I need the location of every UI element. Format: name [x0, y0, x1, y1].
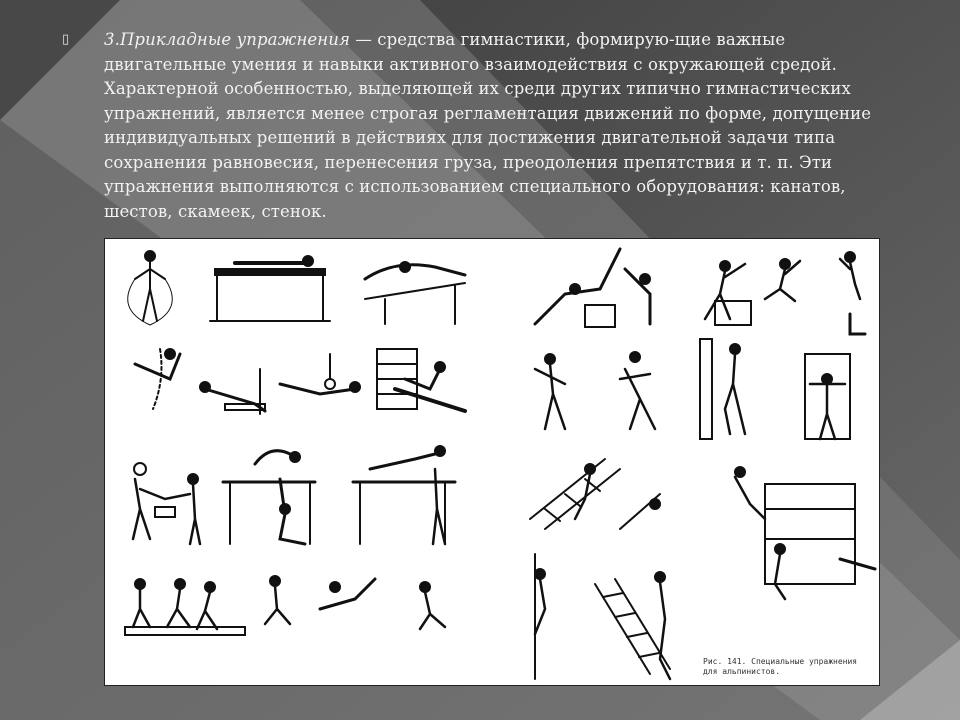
- figure-floor-jumps: [265, 576, 445, 629]
- figure-parallel-bars: [223, 446, 455, 544]
- figure-pole-climb: [535, 554, 545, 679]
- figure-vault-box: [535, 249, 650, 327]
- figure-wall-bars: [377, 349, 465, 411]
- figure-beam-balance: [210, 256, 330, 321]
- figure-jump-box: [705, 252, 865, 334]
- figure-frame-climb: [735, 467, 875, 599]
- figure-bench-run: [125, 579, 245, 635]
- slide-paragraph: — средства гимнастики, формирую-щие важные двигательные умения и навыки активного взаимодействия с окружающей средой. Характерной особенностью, выделяющей их среди других типично гимнастических упражнений, является менее строгая регламентация движений по форме, допущение индивидуальных решений в действиях для достижения двигательной задачи типа сохранения равновесия, перенесения груза, преодоления препятствия и т. п. Эти упражнения выполняются с использованием специального оборудования: канатов, шестов, скамеек, стенок.: [104, 30, 872, 221]
- slide-heading: 3.Прикладные упражнения: [104, 30, 350, 49]
- figure-ladder-carry: [595, 572, 670, 679]
- figure-rings: [135, 349, 265, 414]
- figure-carry-partner: [535, 352, 655, 429]
- figure-beam-vault: [365, 262, 465, 324]
- figure-low-rings: [280, 354, 360, 394]
- figure-caption: Рис. 141. Специальные упражнения для альпинистов.: [703, 657, 858, 676]
- slide-body-text: [104, 28, 884, 224]
- figure-rope-jump: [128, 251, 173, 325]
- figure-ladder: [530, 459, 660, 529]
- figure-balance-partners: [133, 463, 200, 544]
- figure-climbing-wall: [700, 339, 850, 439]
- bullet-marker: ▯: [62, 32, 70, 47]
- exercise-drawings: [105, 239, 881, 687]
- exercise-illustration: [104, 238, 880, 686]
